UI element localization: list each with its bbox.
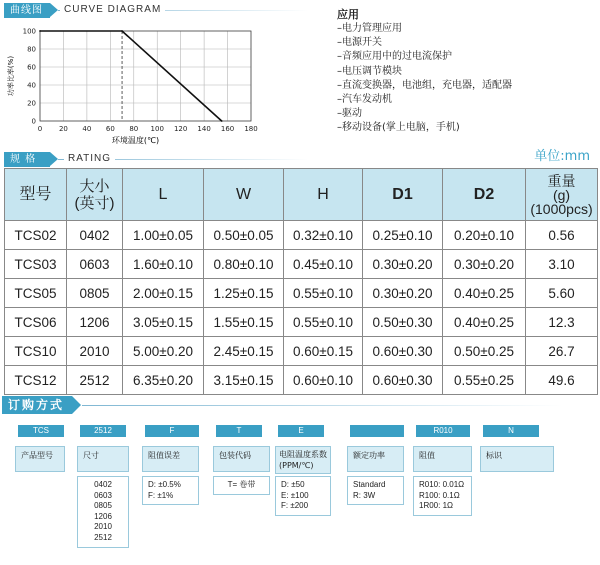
application-item: –汽车发动机 [337, 94, 392, 106]
order-field-label: 阻值误差 [142, 446, 199, 472]
chart-x-tick-label: 180 [244, 125, 258, 133]
rating-cell: 0.60±0.15 [284, 337, 363, 366]
order-option: F: ±1% [148, 490, 174, 500]
chart-ticks [23, 28, 258, 134]
order-option: 1206 [94, 511, 112, 521]
order-option: 2512 [94, 532, 112, 542]
application-item: –电力管理应用 [337, 23, 402, 34]
curve-section-subtitle: CURVE DIAGRAM [60, 4, 165, 15]
chart-x-tick-label: 140 [197, 125, 211, 133]
order-option: 2010 [94, 522, 112, 532]
rating-cell: 2.00±0.15 [123, 279, 204, 308]
rating-cell: 0.20±0.10 [443, 221, 526, 250]
rating-cell: TCS06 [5, 308, 67, 337]
chart-x-tick-label: 40 [82, 125, 92, 133]
rating-cell: 1.00±0.05 [123, 221, 204, 250]
rating-cell: 26.7 [526, 337, 598, 366]
rating-cell: 0.50±0.30 [363, 308, 443, 337]
rating-cell: 3.05±0.15 [123, 308, 204, 337]
rating-cell: 0.55±0.10 [284, 308, 363, 337]
order-options-box [142, 476, 199, 505]
rating-cell: 0.30±0.20 [363, 279, 443, 308]
chart-x-tick-label: 120 [173, 125, 188, 133]
order-option: F: ±200 [281, 501, 309, 511]
applications-list [337, 22, 512, 136]
chart-grid [40, 31, 251, 121]
rating-cell: 3.15±0.15 [204, 366, 284, 395]
order-options-box [347, 476, 404, 505]
rating-cell: TCS02 [5, 221, 67, 250]
rating-cell: 0.50±0.05 [204, 221, 284, 250]
rating-cell: 0.60±0.10 [284, 366, 363, 395]
order-field-label: 电阻温度系数 (PPM/℃) [275, 446, 331, 474]
rating-cell: 12.3 [526, 308, 598, 337]
order-option: R010: 0.01Ω [419, 480, 465, 489]
order-options-box [275, 476, 331, 516]
chart-y-tick-label: 100 [22, 27, 36, 36]
chart-series [39, 30, 222, 122]
rating-cell: 0.25±0.10 [363, 221, 443, 250]
order-code-box: T [216, 425, 262, 437]
order-code-box [350, 425, 404, 437]
order-field-label: 额定功率 [347, 446, 404, 472]
order-option: D: ±0.5% [148, 480, 181, 489]
chart-y-tick-label: 20 [27, 99, 36, 108]
application-item: –直流变换器，电池组，充电器，适配器 [337, 79, 512, 91]
order-option: 0805 [94, 501, 112, 511]
chart-point [221, 120, 223, 122]
application-item: –移动设备(掌上电脑，手机) [337, 122, 460, 134]
order-option: Standard [353, 480, 386, 489]
order-section-line [82, 405, 562, 406]
order-options-box [77, 476, 129, 548]
rating-cell: TCS05 [5, 279, 67, 308]
chart-y-tick-label: 40 [27, 81, 36, 90]
rating-cell: TCS10 [5, 337, 67, 366]
rating-header-cell: L [123, 169, 204, 221]
application-item: –音频应用中的过电流保护 [337, 51, 452, 63]
rating-cell: 2512 [67, 366, 123, 395]
chart-y-tick-label: 60 [27, 63, 36, 72]
rating-header-cell: 型号 [5, 169, 67, 221]
rating-cell: 0.60±0.30 [363, 337, 443, 366]
rating-row [5, 308, 598, 337]
chart-y-axis-label: 功率比率(%) [7, 55, 15, 97]
rating-table [4, 168, 598, 395]
chart-x-tick-label: 0 [37, 125, 43, 133]
rating-cell: 3.10 [526, 250, 598, 279]
chart-x-tick-label: 20 [58, 125, 68, 133]
chart-x-tick-label: 160 [220, 125, 235, 133]
rating-row [5, 221, 598, 250]
application-item: –电压调节模块 [337, 65, 402, 77]
order-option: R: 3W [353, 490, 376, 500]
order-code-box: TCS [18, 425, 64, 437]
rating-cell: 0805 [67, 279, 123, 308]
rating-cell: 5.60 [526, 279, 598, 308]
unit-label: 单位:mm [534, 149, 590, 164]
chart-x-tick-label: 60 [105, 125, 115, 133]
rating-row [5, 366, 598, 395]
rating-cell: 1.55±0.15 [204, 308, 284, 337]
order-code-box: F [145, 425, 199, 437]
rating-cell: 0.50±0.25 [443, 337, 526, 366]
rating-cell: 1.25±0.15 [204, 279, 284, 308]
chart-x-axis-label: 环境温度(℃) [111, 136, 160, 145]
rating-cell: 6.35±0.20 [123, 366, 204, 395]
order-field-label: 标识 [480, 446, 554, 472]
applications-title: 应用 [337, 8, 359, 21]
order-option: D: ±50 [281, 480, 305, 489]
rating-cell: 0.40±0.25 [443, 308, 526, 337]
rating-header-cell: D1 [363, 169, 443, 221]
order-option: 1R00: 1Ω [419, 501, 453, 511]
order-code-box: 2512 [80, 425, 126, 437]
chart-point [121, 30, 123, 32]
rating-header-cell: D2 [443, 169, 526, 221]
rating-cell: TCS03 [5, 250, 67, 279]
chart-plot-frame [40, 31, 251, 121]
order-field-label: 阻值 [413, 446, 472, 472]
chart-y-tick-label: 80 [27, 45, 36, 54]
rating-section-tab: 规 格 [4, 152, 50, 167]
application-item: –驱动 [337, 108, 362, 120]
rating-cell: 0.60±0.30 [363, 366, 443, 395]
rating-table-header [5, 169, 598, 221]
rating-row [5, 337, 598, 366]
rating-header-cell: 重量 (g) (1000pcs) [526, 169, 598, 221]
rating-cell: 0.30±0.20 [443, 250, 526, 279]
rating-cell: 0.32±0.10 [284, 221, 363, 250]
order-option: 0402 [94, 480, 112, 489]
rating-cell: 1.60±0.10 [123, 250, 204, 279]
order-field-label: 包装代码 [213, 446, 270, 472]
rating-header-cell: H [284, 169, 363, 221]
order-options-box [413, 476, 472, 516]
rating-cell: 5.00±0.20 [123, 337, 204, 366]
rating-row [5, 250, 598, 279]
chart-x-tick-label: 100 [150, 125, 164, 133]
rating-header-cell: 大小 (英寸) [67, 169, 123, 221]
rating-cell: 0.55±0.10 [284, 279, 363, 308]
order-option: R100: 0.1Ω [419, 490, 460, 500]
derating-chart [0, 20, 330, 150]
rating-cell: TCS12 [5, 366, 67, 395]
chart-y-tick-label: 0 [31, 117, 36, 126]
rating-cell: 0402 [67, 221, 123, 250]
rating-cell: 0.56 [526, 221, 598, 250]
rating-row [5, 279, 598, 308]
order-option: 0603 [94, 490, 112, 500]
order-options-box [213, 476, 270, 495]
rating-cell: 49.6 [526, 366, 598, 395]
order-field-label: 尺寸 [77, 446, 129, 472]
rating-cell: 0.80±0.10 [204, 250, 284, 279]
chart-axes [40, 31, 251, 121]
order-code-box: N [483, 425, 539, 437]
order-code-box: R010 [416, 425, 470, 437]
rating-cell: 0.55±0.25 [443, 366, 526, 395]
chart-series-line [40, 31, 222, 121]
order-section-tab: 订购方式 [2, 396, 72, 414]
order-code-box: E [278, 425, 324, 437]
rating-header-cell: W [204, 169, 284, 221]
chart-point [39, 30, 41, 32]
chart-x-tick-label: 80 [129, 125, 139, 133]
rating-cell: 0603 [67, 250, 123, 279]
rating-cell: 1206 [67, 308, 123, 337]
order-field-label: 产品型号 [15, 446, 65, 472]
order-option: E: ±100 [281, 490, 309, 500]
rating-cell: 0.40±0.25 [443, 279, 526, 308]
rating-cell: 2.45±0.15 [204, 337, 284, 366]
rating-cell: 0.30±0.20 [363, 250, 443, 279]
rating-cell: 0.45±0.10 [284, 250, 363, 279]
curve-section-tab: 曲线图 [4, 3, 50, 18]
rating-cell: 2010 [67, 337, 123, 366]
application-item: –电源开关 [337, 37, 382, 49]
order-option: T= 卷带 [227, 480, 256, 489]
rating-section-subtitle: RATING [64, 153, 115, 164]
